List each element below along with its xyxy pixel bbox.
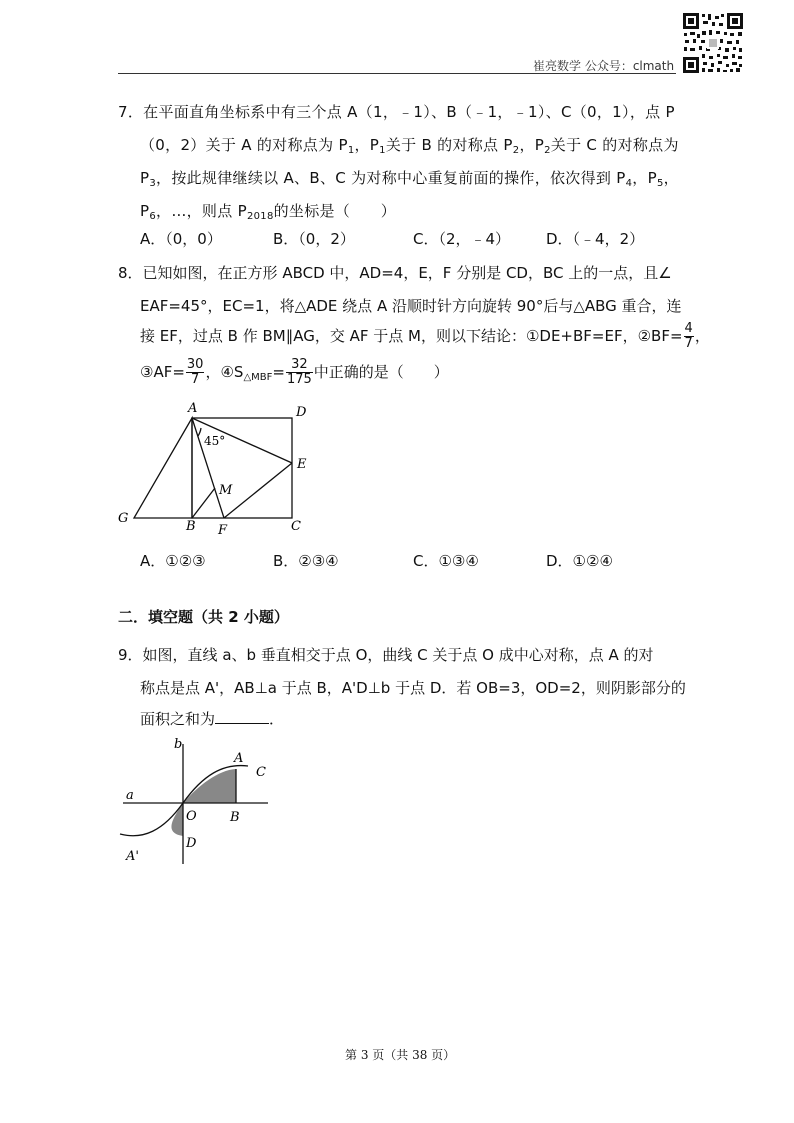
q8-option-b[interactable]: B．②③④: [273, 552, 339, 570]
question-7-number: 7．: [118, 103, 144, 121]
page-number: 第 3 页（共 38 页）: [345, 1048, 456, 1062]
shaded-region-upper: [183, 769, 236, 803]
label-f: F: [218, 523, 228, 538]
q7-sub: 2: [512, 145, 520, 156]
question-8-line-3: [140, 322, 710, 351]
segment-bm: [192, 488, 215, 518]
question-9-number: 9．: [118, 646, 143, 664]
q9-text-2: 称点是点 A'，AB⊥a 于点 B，A'D⊥b 于点 D．若 OB=3，OD=2，则阴影部分的: [140, 679, 686, 697]
label-e: E: [297, 457, 307, 472]
q8-text-4c: =: [272, 363, 285, 381]
q8-option-d[interactable]: D．①②④: [546, 552, 613, 570]
q7-option-d[interactable]: D．（﹣4，2）: [546, 230, 645, 248]
q7-text-4a: P: [140, 202, 150, 220]
q8-text-4a: ③AF=: [140, 363, 185, 381]
q9-text-1: 如图，直线 a、b 垂直相交于点 O，曲线 C 关于点 O 成中心对称，点 A 的对: [142, 646, 654, 664]
q8-text-3a: 接 EF，过点 B 作 BM∥AG，交 AF 于点 M，则以下结论：①DE+BF=EF，②BF=: [140, 327, 683, 345]
q7-option-b[interactable]: B．（0，2）: [273, 230, 355, 248]
question-7-text-1: 在平面直角坐标系中有三个点 A（1，﹣1）、B（﹣1，﹣1）、C（0，1），点 P: [143, 103, 675, 121]
q9-text-3b: ．: [269, 710, 285, 728]
label-d: D: [186, 836, 197, 851]
q8-option-a[interactable]: A．①②③: [140, 552, 206, 570]
question-8-line-1: [118, 262, 672, 283]
q7-option-c[interactable]: C．（2，﹣4）: [413, 230, 511, 248]
fraction-numerator: 4: [684, 321, 693, 336]
q7-sub: 6: [149, 211, 157, 222]
label-a-point: A: [234, 751, 244, 766]
question-9-line-1: [118, 644, 654, 665]
q7-text-2a: （0，2）关于 A 的对称点为 P: [140, 136, 348, 154]
question-8-line-2: [140, 295, 682, 316]
q8-sub: △MBF: [243, 372, 273, 383]
q8-text-2: EAF=45°，EC=1，将△ADE 绕点 A 沿顺时针方向旋转 90°后与△ABG 重合，连: [140, 297, 682, 315]
fraction-numerator: 32: [286, 358, 313, 373]
q7-sub: 5: [656, 178, 664, 189]
q7-text-3b: ，按此规律继续以 A、B、C 为对称中心重复前面的操作，依次得到 P: [156, 169, 626, 187]
q7-text-2c: 关于 B 的对称点 P: [385, 136, 513, 154]
q7-sub: 2018: [246, 211, 274, 222]
question-7-line-3: [140, 162, 679, 195]
question-8-number: 8．: [118, 264, 143, 282]
q7-text-4c: 的坐标是（ ）: [273, 202, 397, 220]
fraction-af: [186, 358, 205, 387]
question-7-line-4: [140, 195, 396, 228]
label-a-prime: A': [126, 849, 139, 864]
label-m: M: [219, 483, 233, 498]
question-8-line-4: [140, 358, 449, 387]
fraction-denominator: 175: [286, 372, 312, 387]
fraction-denominator: 7: [191, 372, 200, 387]
q9-figure: [118, 736, 278, 868]
header-divider: [118, 73, 676, 74]
fraction-bf: [684, 322, 694, 351]
label-c-curve: C: [256, 765, 266, 780]
question-7-line-2: [140, 129, 679, 162]
q7-text-3c: ，P: [632, 169, 657, 187]
label-a-axis: a: [126, 788, 134, 803]
q7-sub: 3: [149, 178, 157, 189]
label-b-point: B: [230, 810, 240, 825]
question-9-line-3: [140, 708, 284, 729]
label-c: C: [291, 519, 301, 534]
q7-text-2d: ，P: [519, 136, 545, 154]
segment-af: [192, 418, 224, 518]
shaded-region-lower: [171, 803, 183, 836]
question-7-line-1: [118, 96, 675, 129]
label-d: D: [296, 405, 307, 420]
q7-option-a[interactable]: A．（0，0）: [140, 230, 222, 248]
label-a: A: [188, 401, 198, 416]
q7-sub: 4: [625, 178, 633, 189]
q7-text-3d: ，: [663, 169, 679, 187]
triangle-abg: [134, 418, 192, 518]
q8-option-c[interactable]: C．①③④: [413, 552, 479, 570]
fraction-denominator: 7: [684, 336, 693, 351]
label-b-axis: b: [174, 737, 183, 752]
q7-text-2b: ，P: [354, 136, 380, 154]
q8-figure: [112, 398, 322, 540]
angle-arc: [198, 428, 201, 436]
header-text: 崔亮数学 公众号：clmath: [533, 59, 675, 73]
q9-text-3a: 面积之和为: [140, 710, 216, 728]
q7-sub: 2: [544, 145, 551, 156]
fraction-area: [286, 358, 313, 387]
q7-sub: 1: [347, 145, 355, 156]
section-title: 二．填空题（共 2 小题）: [118, 608, 289, 626]
q8-text-4d: 中正确的是（ ）: [313, 363, 449, 381]
qr-code-icon: [682, 12, 744, 74]
q7-text-3a: P: [140, 169, 150, 187]
label-o: O: [186, 809, 197, 824]
segment-ef: [224, 463, 292, 518]
q7-sub: 1: [379, 145, 386, 156]
fraction-numerator: 30: [186, 357, 204, 372]
label-g: G: [118, 511, 129, 526]
angle-label: 45°: [204, 434, 226, 448]
q7-text-4b: ，…，则点 P: [156, 202, 247, 220]
q8-text-4b: ，④S: [205, 363, 244, 381]
q8-text-3b: ，: [694, 327, 710, 345]
q8-text-1: 已知如图，在正方形 ABCD 中，AD=4，E，F 分别是 CD，BC 上的一点，且∠: [142, 264, 672, 282]
label-b: B: [186, 519, 196, 534]
answer-blank[interactable]: [215, 709, 269, 724]
q7-text-2e: 关于 C 的对称点为: [550, 136, 679, 154]
question-9-line-2: [140, 677, 686, 698]
